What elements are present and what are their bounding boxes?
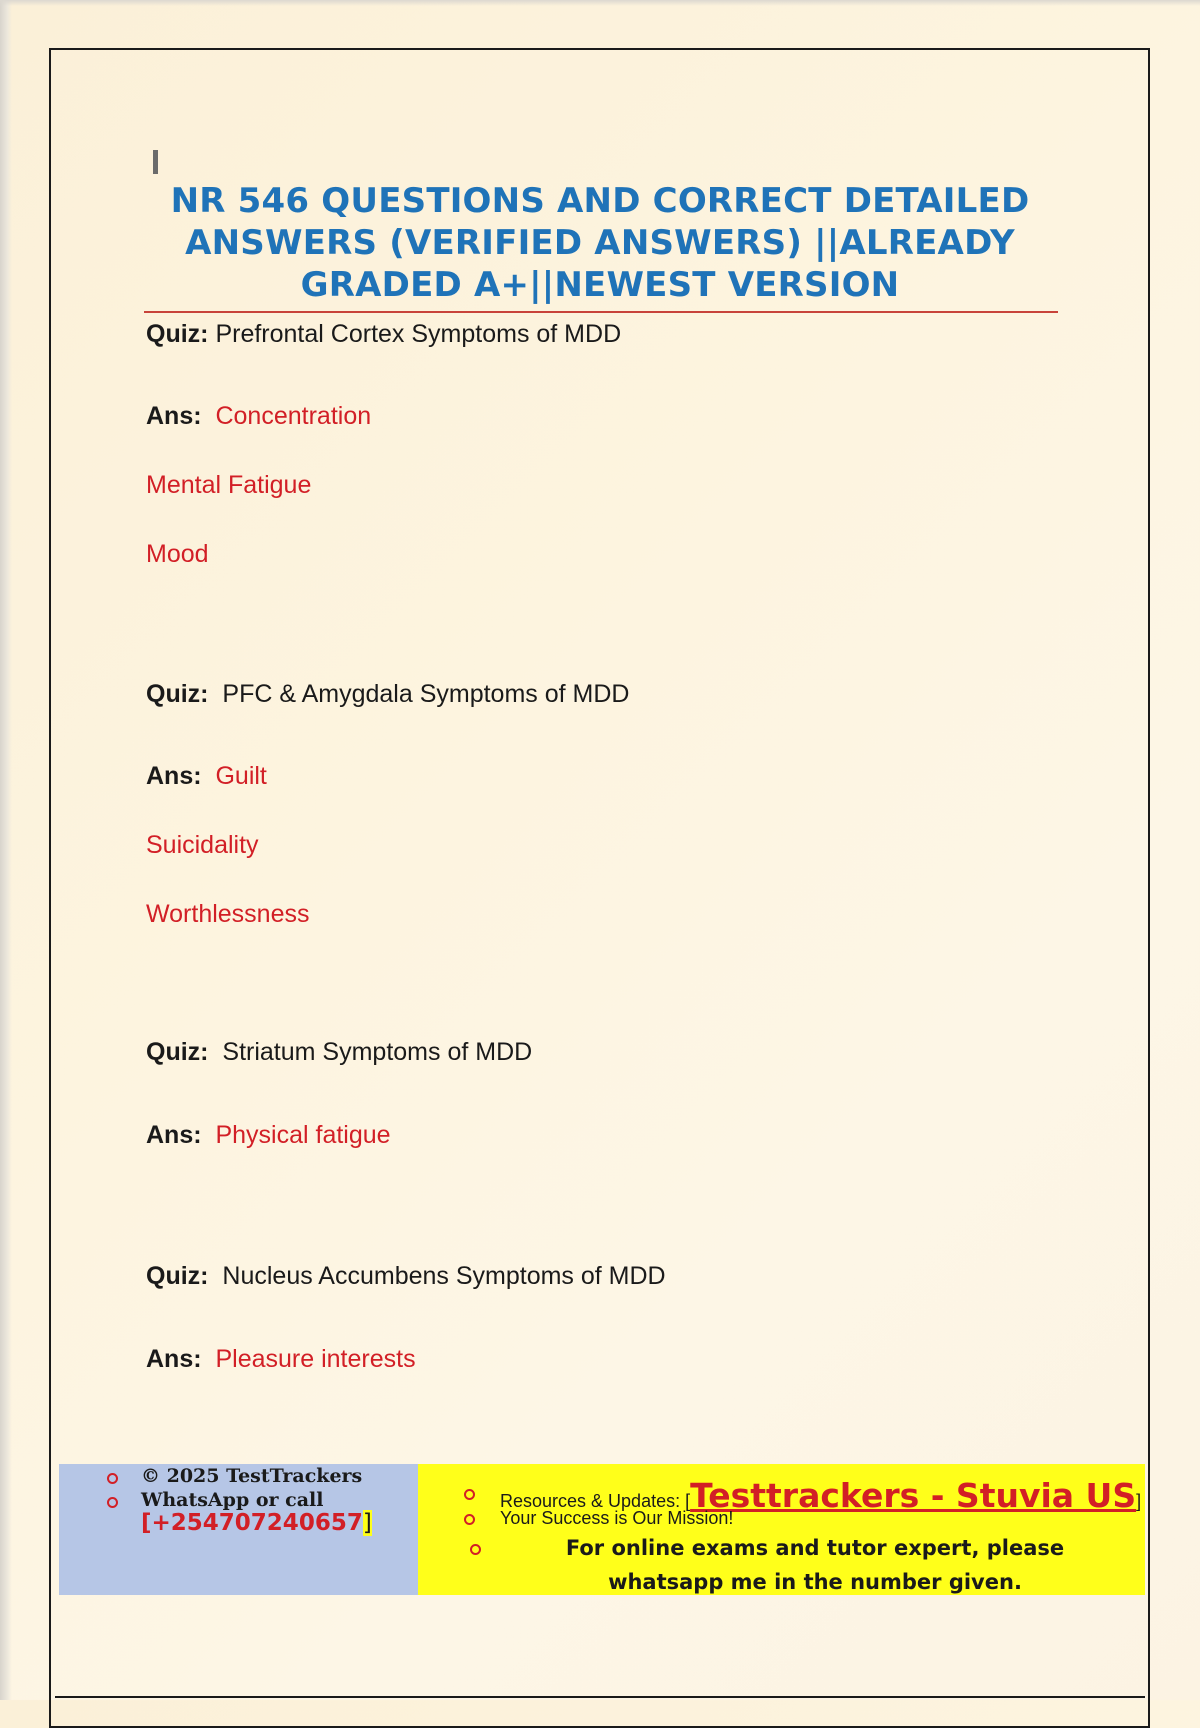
phone-open-bracket: [ [141,1510,152,1536]
answer-text: Concentration [215,402,372,430]
answer-text: Guilt [215,762,267,790]
bullet-icon [107,1473,118,1484]
ans-label: Ans: [146,1345,202,1373]
document-title: NR 546 QUESTIONS AND CORRECT DETAILED ANSWERS (VERIFIED ANSWERS) ||ALREADY GRADED A+||NEWEST VERSION [170,181,1030,305]
ans-label: Ans: [146,762,202,790]
page-top-shadow [0,0,1200,6]
page-left-shadow [0,0,12,1700]
quiz-answer-4 [146,1345,416,1374]
answer-item: Suicidality [146,831,259,859]
page-bottom-rule [55,1696,1145,1698]
title-underline [144,311,1058,313]
bullet-icon [464,1489,475,1500]
quiz-question-text: PFC & Amygdala Symptoms of MDD [222,680,630,708]
resources-label: Resources & Updates: [ [500,1491,691,1511]
resources-close-bracket: ] [1136,1491,1142,1511]
phone-close-bracket: ] [362,1510,372,1536]
answer-item: Mood [146,540,209,568]
quiz-question-4 [146,1262,666,1291]
answer-text: Pleasure interests [215,1345,416,1373]
answer-item: Mental Fatigue [146,471,312,499]
footer-online-notice: For online exams and tutor expert, please whatsapp me in the number given. [565,1536,1065,1594]
quiz-label: Quiz: [146,1262,209,1290]
quiz-answer-3 [146,1121,391,1150]
bullet-icon [470,1544,481,1555]
quiz-question-1 [146,320,621,349]
stuvia-link[interactable]: Testtrackers - Stuvia US [690,1476,1137,1515]
quiz-question-3 [146,1038,532,1067]
footer-mission: Your Success is Our Mission! [500,1508,734,1528]
text-cursor-icon [153,150,158,174]
bullet-icon [464,1514,475,1525]
bullet-icon [107,1497,118,1508]
quiz-label: Quiz: [146,680,209,708]
quiz-question-text: Striatum Symptoms of MDD [222,1038,533,1066]
quiz-question-text: Prefrontal Cortex Symptoms of MDD [215,320,622,348]
quiz-answer-1 [146,402,371,431]
ans-label: Ans: [146,402,202,430]
answer-item: Worthlessness [146,900,310,928]
answer-text: Physical fatigue [215,1121,391,1149]
ans-label: Ans: [146,1121,202,1149]
footer-whatsapp-label: WhatsApp or call [141,1489,324,1511]
footer-copyright: © 2025 TestTrackers [141,1465,363,1487]
footer-phone[interactable] [141,1510,372,1536]
quiz-label: Quiz: [146,1038,209,1066]
quiz-question-text: Nucleus Accumbens Symptoms of MDD [222,1262,666,1290]
quiz-label: Quiz: [146,320,209,348]
quiz-answer-2 [146,762,267,791]
quiz-question-2 [146,680,629,709]
phone-number[interactable]: +254707240657 [151,1510,363,1536]
